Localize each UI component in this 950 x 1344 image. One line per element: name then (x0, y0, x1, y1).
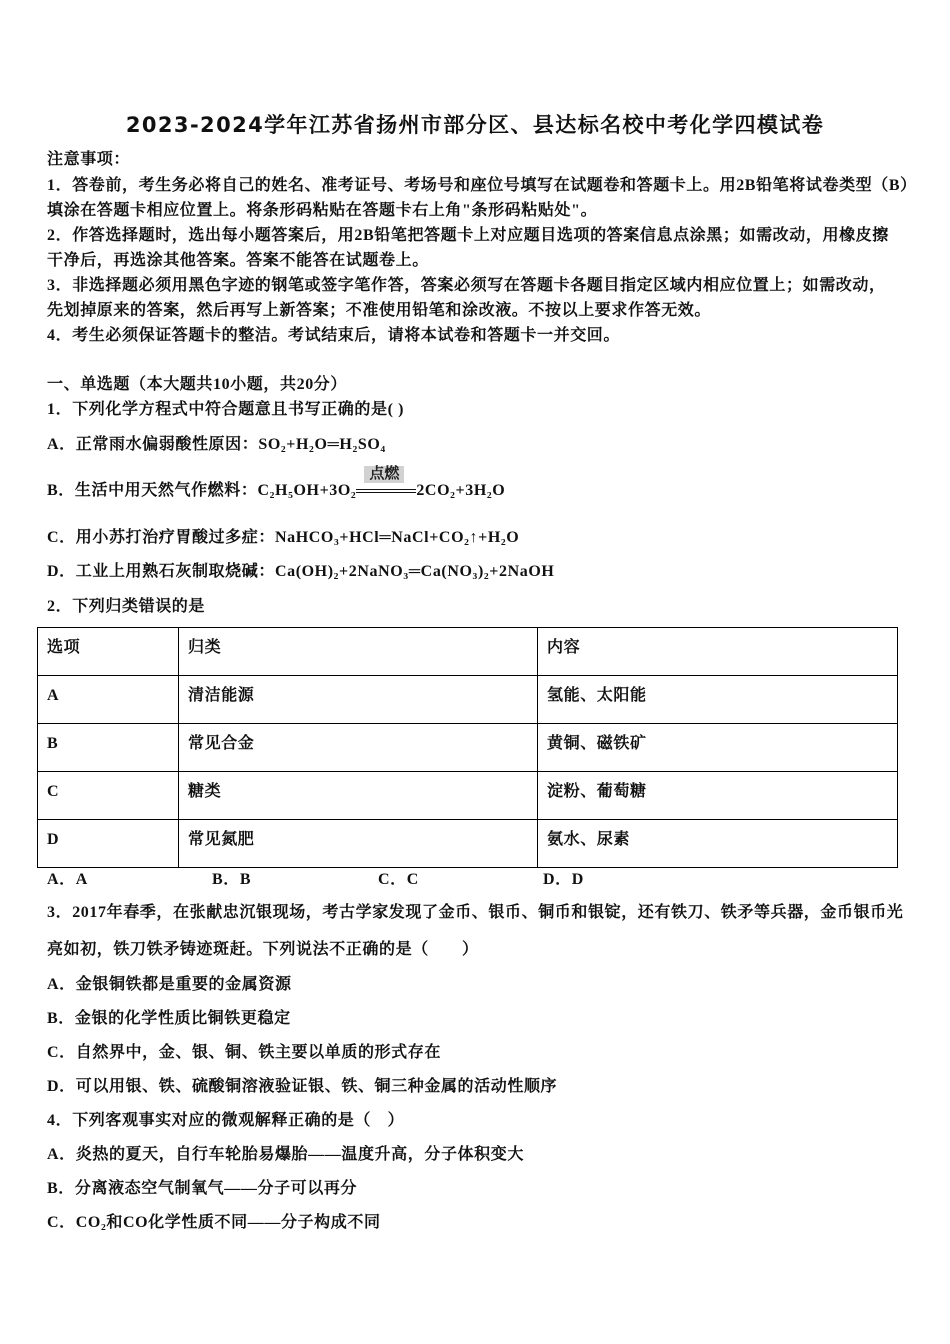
table-cell: C (38, 772, 179, 820)
table-cell: B (38, 724, 179, 772)
notice-line-3: 2．作答选择题时，选出每小题答案后，用2B铅笔把答题卡上对应题目选项的答案信息点涂黑；如需改动，用橡皮擦 (47, 227, 889, 244)
section-heading: 一、单选题（本大题共10小题，共20分） (47, 376, 348, 393)
table-cell: D (38, 820, 179, 868)
q3-option-b: B．金银的化学性质比铜铁更稳定 (47, 1010, 291, 1027)
q2-classification-table (37, 627, 898, 868)
q4-option-c: C．CO₂和CO化学性质不同——分子构成不同 (47, 1214, 381, 1231)
q2-stem: 2．下列归类错误的是 (47, 598, 206, 615)
table-row (38, 772, 898, 820)
table-cell: 淀粉、葡萄糖 (538, 772, 898, 820)
q1-option-b (47, 466, 506, 501)
q1-option-b-reactants: C₂H₅OH+3O₂ (257, 482, 357, 499)
q2-option-b: B．B (212, 871, 252, 888)
table-cell: 黄铜、磁铁矿 (538, 724, 898, 772)
table-header-cell: 内容 (538, 628, 898, 676)
table-cell: 常见氮肥 (179, 820, 538, 868)
notice-line-2: 填涂在答题卡相应位置上。将条形码粘贴在答题卡右上角"条形码粘贴处"。 (47, 202, 598, 219)
q3-stem-line-2: 亮如初，铁刀铁矛铸迹斑赶。下列说法不正确的是（ ） (47, 941, 479, 958)
table-header-cell: 选项 (38, 628, 179, 676)
q1-option-b-prefix: B．生活中用天然气作燃料： (47, 482, 258, 499)
double-line-icon (356, 489, 416, 493)
exam-title: 2023-2024学年江苏省扬州市部分区、县达标名校中考化学四模试卷 (125, 113, 825, 137)
table-cell: 常见合金 (179, 724, 538, 772)
q2-option-c: C．C (378, 871, 419, 888)
notice-heading: 注意事项： (47, 151, 131, 168)
q4-option-a: A．炎热的夏天，自行车轮胎易爆胎——温度升高，分子体积变大 (47, 1146, 524, 1163)
table-header-cell: 归类 (179, 628, 538, 676)
notice-line-5: 3．非选择题必须用黑色字迹的钢笔或签字笔作答，答案必须写在答题卡各题目指定区域内相应位置上；如需改动， (47, 277, 886, 294)
reaction-condition: 点燃 (364, 466, 404, 483)
q1-option-a: A．正常雨水偏弱酸性原因：SO₂+H₂O═H₂SO₄ (47, 436, 386, 453)
table-cell: 清洁能源 (179, 676, 538, 724)
q1-option-c: C．用小苏打治疗胃酸过多症：NaHCO₃+HCl═NaCl+CO₂↑+H₂O (47, 529, 520, 546)
q1-option-b-products: 2CO₂+3H₂O (416, 482, 506, 499)
table-row (38, 676, 898, 724)
q3-option-d: D．可以用银、铁、硫酸铜溶液验证银、铁、铜三种金属的活动性顺序 (47, 1078, 558, 1095)
q4-option-b: B．分离液态空气制氧气——分子可以再分 (47, 1180, 358, 1197)
q3-stem-line-1: 3．2017年春季，在张献忠沉银现场，考古学家发现了金币、银币、铜币和银锭，还有铁刀、铁矛等兵器，金币银币光 (47, 904, 904, 921)
table-header-row (38, 628, 898, 676)
notice-line-6: 先划掉原来的答案，然后再写上新答案；不准使用铅笔和涂改液。不按以上要求作答无效。 (47, 302, 712, 319)
q1-stem: 1．下列化学方程式中符合题意且书写正确的是( ) (47, 401, 405, 418)
table-row (38, 820, 898, 868)
table-cell: 氨水、尿素 (538, 820, 898, 868)
q3-option-a: A．金银铜铁都是重要的金属资源 (47, 976, 292, 993)
table-row (38, 724, 898, 772)
reaction-arrow (356, 466, 416, 501)
q2-option-a: A．A (47, 871, 88, 888)
q1-option-d: D．工业上用熟石灰制取烧碱：Ca(OH)₂+2NaNO₃═Ca(NO₃)₂+2NaOH (47, 563, 555, 580)
notice-line-7: 4．考生必须保证答题卡的整洁。考试结束后，请将本试卷和答题卡一并交回。 (47, 327, 621, 344)
notice-line-4: 干净后，再选涂其他答案。答案不能答在试题卷上。 (47, 252, 429, 269)
q3-option-c: C．自然界中，金、银、铜、铁主要以单质的形式存在 (47, 1044, 441, 1061)
notice-line-1: 1．答卷前，考生务必将自己的姓名、准考证号、考场号和座位号填写在试题卷和答题卡上。用2B铅笔将试卷类型（B） (47, 177, 917, 194)
table-cell: 氢能、太阳能 (538, 676, 898, 724)
table-cell: A (38, 676, 179, 724)
q2-option-d: D．D (543, 871, 584, 888)
table-cell: 糖类 (179, 772, 538, 820)
q4-stem: 4．下列客观事实对应的微观解释正确的是（ ） (47, 1112, 405, 1129)
